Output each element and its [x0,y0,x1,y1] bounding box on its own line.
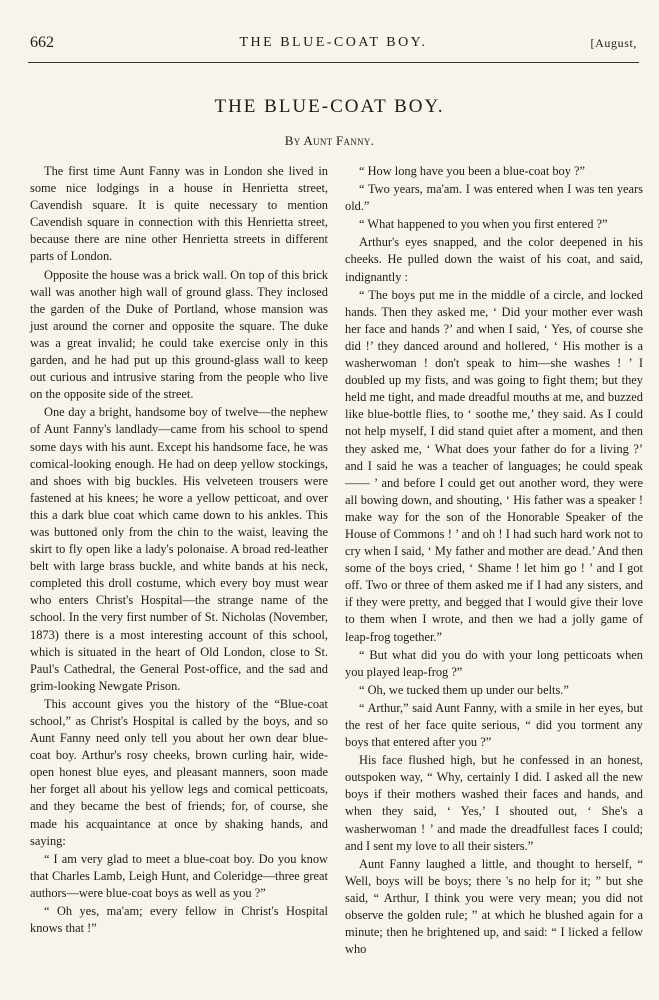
paragraph: Opposite the house was a brick wall. On top of this brick wall was another high wall of ground glass. They inclosed the garden of the Duke of Portland, whose mansion was just around the corner and opposite the square. The duke was a great invalid; he could take exercise only in this garden, and he had put up this ground-glass wall to keep out curious and intrusive staring from the people who live on the opposite side of the street. [30,267,328,402]
article-title: THE BLUE-COAT BOY. [214,96,445,117]
paragraph: One day a bright, handsome boy of twelve—the nephew of Aunt Fanny's landlady—came from his school to spend some days with his aunt. Except his handsome face, he was comical-looking enough. He had on deep yellow stockings, and shoes with big buckles. His velveteen trousers were fastened at his knees; he wore a yellow petticoat, and over this a dark blue coat which came down to his ankles. This was buttoned only from the chin to the waist, leaving the skirt to fly open like a lady's polonaise. A broad red-leather belt with large brass buckle, and white bands at his neck, completed this droll costume, which every boy must wear who enters Christ's Hospital—the strange name of the school. In the very first number of St. Nicholas (November, 1873) there is a most interesting account of this school, which is situated in the heart of Old London, close to St. Paul's Cathedral, the General Post-office, and the sad and grim-looking Newgate Prison. [30,405,328,693]
paragraph: “ I am very glad to meet a blue-coat boy. Do you know that Charles Lamb, Leigh Hunt, and Coleridge—three great authors—were blue-coat boys as well as you ?” [30,851,328,900]
paragraph: His face flushed high, but he confessed in an honest, outspoken way, “ Why, certainly I did. I asked all the new boys if their mothers washed their faces and hands, and when they said, ‘ Yes,’ I shouted out, ‘ She's a washerwoman ! ’ and made the dreadfullest faces I could; and I sent my love to all their sisters.” [345,753,643,853]
paragraph: “ How long have you been a blue-coat boy ?” [359,164,586,178]
running-head [30,34,637,56]
paragraph: “ The boys put me in the middle of a circle, and locked hands. Then they asked me, ‘ Did your mother ever wash her face and hands ?’ and when I said, ‘ Yes, of course she did !’ they danced around and hollered, ‘ His mother is a washerwoman ! don't speak to him—she washes ! ’ I doubled up my fists, and was going to fight them; but they held me tight, and made dreadful mouths at me, and buzzed like blue-bottle flies, to ‘ soothe me,’ they said. As I could not help myself, I did stand quiet after a moment, and then they asked me, ‘ What does your father do for a living ?’ and I said he was a teacher of languages; he could speak—— ’ and before I could get out another word, they were all bowing down, and shouting, ‘ His father was a speaker ! make way for the son of the Honorable Speaker of the House of Commons ! ’ and oh ! I had such hard work not to cry when I said, ‘ My father and mother are dead.’ And then some of the boys cried, ‘ Shame ! let him go ! ’ and I got off. Two or three of them asked me if I had any sisters, and if they were pretty, and begged that I would give their love to them when I wrote, and then we had a jolly game of leap-frog together.” [345,287,643,644]
paragraph: “ What happened to you when you first entered ?” [359,217,608,232]
left-column [30,163,328,937]
page-number: 662 [30,34,54,51]
paragraph: The first time Aunt Fanny was in London she lived in some nice lodgings in a house in Henrietta street, Cavendish square. It is quite necessary to mention Cavendish square in connection with this Henrietta street, because there are nine other Henrietta streets in different parts of London. [30,164,328,264]
paragraph: “ Arthur,” said Aunt Fanny, with a smile in her eyes, but the rest of her face quite serious, “ did you torment any boys that entered after you ?” [345,700,643,750]
article-byline: By Aunt Fanny. [284,133,375,148]
paragraph: “ Oh, we tucked them up under our belts.” [359,682,569,697]
right-column [345,163,643,958]
running-title: THE BLUE-COAT BOY. [239,35,428,50]
paragraph: Arthur's eyes snapped, and the color deepened in his cheeks. He pulled down the waist of his coat, and said, indignantly : [345,235,643,284]
paragraph: “ Two years, ma'am. I was entered when I was ten years old.” [345,182,643,214]
header-rule [28,62,639,63]
paragraph: This account gives you the history of the “Blue-coat school,” as Christ's Hospital is called by the boys, and so Aunt Fanny need only tell you about her own dear blue-coat boy. Arthur's rosy cheeks, brown curling hair, wide-open honest blue eyes, and pleasant manners, soon made her forget all about his yellow legs and comical petticoats, and they became the best of friends; for, of course, she made his acquaintance at once by shaking hands, and saying: [30,696,328,848]
running-month: [August, [590,36,637,50]
paragraph: “ But what did you do with your long petticoats when you played leap-frog ?” [345,647,643,679]
paragraph: “ Oh yes, ma'am; every fellow in Christ's Hospital knows that !” [30,904,328,936]
paragraph: Aunt Fanny laughed a little, and thought to herself, “ Well, boys will be boys; there 's no help for it; ” but she said, “ Arthur, I think you were very mean; you did not observe the golden rule; ” at which he blushed again for a minute; then he brightened up, and said: “ I licked a fellow who [345,856,643,957]
